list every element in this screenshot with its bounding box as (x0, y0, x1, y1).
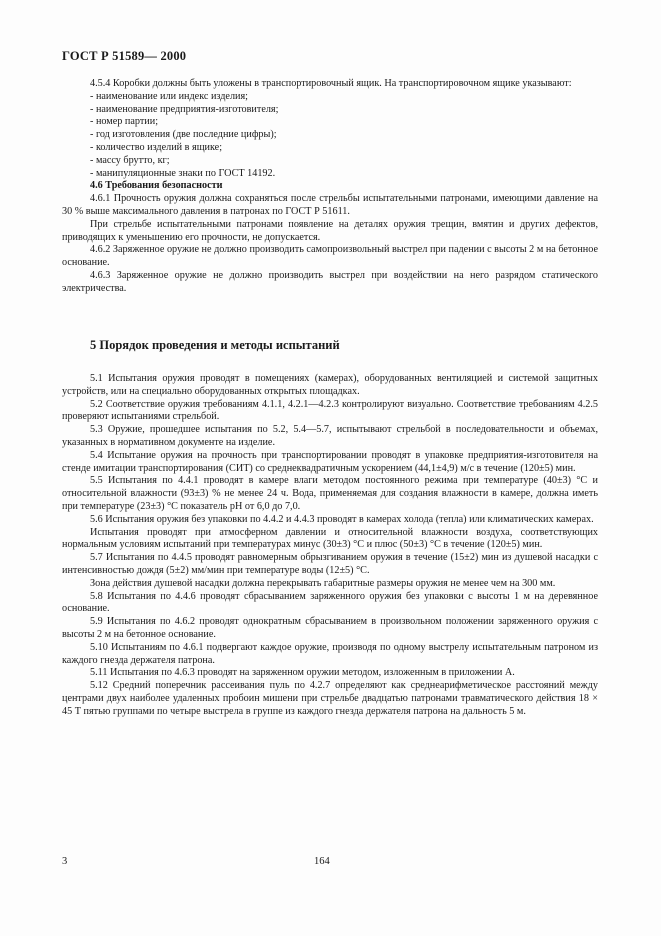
list-item: - количество изделий в ящике; (90, 141, 223, 153)
list-item: - номер партии; (90, 116, 159, 128)
paragraph: Испытания проводят при атмосферном давлении и относительной влажности воздуха, соответствующих нормальным условиям испытаний при температурах минус (30±3) °С и плюс (50±3) °С в течение (120±5) мин. (62, 526, 598, 551)
list-item: - наименование предприятия-изготовителя; (90, 103, 279, 115)
page-number-center: 164 (314, 856, 330, 867)
list-item: - манипуляционные знаки по ГОСТ 14192. (90, 167, 276, 179)
list-item: - массу брутто, кг; (90, 154, 170, 166)
paragraph-5-11: 5.11 Испытания по 4.6.3 проводят на заряженном оружии методом, изложенным в приложении А. (90, 667, 515, 679)
paragraph-5-8: 5.8 Испытания по 4.4.6 проводят сбрасыванием заряженного оружия без упаковки с высоты 1 м на деревянное основание. (62, 590, 598, 615)
paragraph-5-1: 5.1 Испытания оружия проводят в помещениях (камерах), оборудованных вентиляцией и системой защитных устройств, или на специально оборудованных открытых площадках. (62, 373, 598, 397)
paragraph-5-6: 5.6 Испытания оружия без упаковки по 4.4.2 и 4.4.3 проводят в камерах холода (тепла) или климатических камерах. (90, 513, 594, 525)
paragraph-4-6-1: 4.6.1 Прочность оружия должна сохраняться после стрельбы испытательными патронами, имеющими давление на 30 % выше максимального давления в патронах по ГОСТ Р 51611. (62, 193, 598, 217)
section-4-continuation (62, 78, 598, 296)
subheading-4-6: 4.6 Требования безопасности (90, 180, 223, 192)
paragraph-5-3: 5.3 Оружие, прошедшее испытания по 5.2, 5.4—5.7, испытывают стрельбой в последовательности и объемах, указанных в нормативном документе на изделие. (62, 424, 598, 448)
paragraph-4-6-3: 4.6.3 Заряженное оружие не должно производить выстрел при воздействии на него разрядом статического электричества. (62, 269, 598, 294)
paragraph-5-5: 5.5 Испытания по 4.4.1 проводят в камере влаги методом постоянного режима при температуре (40±3) °С и относительной влажности (93±3) % не менее 24 ч. Вода, применяемая для создания влажности в камере, должна иметь при температуре (23±3) °С показатель pH от 6,0 до 7,0. (62, 475, 598, 512)
paragraph-4-6-2: 4.6.2 Заряженное оружие не должно производить самопроизвольный выстрел при падении с высоты 2 м на бетонное основание. (62, 244, 598, 269)
document-header: ГОСТ Р 51589— 2000 (62, 49, 187, 63)
paragraph-5-7: 5.7 Испытания по 4.4.5 проводят равномерным обрызгиванием оружия в течение (15±2) мин из душевой насадки с интенсивностью дождя (5±2) мм/мин при температуре воды (12±5) °С. (62, 552, 598, 576)
section-5-heading: 5 Порядок проведения и методы испытаний (90, 338, 340, 352)
paragraph-5-12: 5.12 Средний поперечник рассеивания пуль по 4.2.7 определяют как среднеарифметическое расстояний между центрами двух наиболее удаленных пробоин мишени при стрельбе двадцатью патронами травматического действия 18 × 45 Т пятью группами по четыре выстрела в группе из каждого гнезда держателя патрона на дальность 5 м. (62, 680, 598, 717)
list-item: - наименование или индекс изделия; (90, 90, 249, 102)
paragraph-5-4: 5.4 Испытание оружия на прочность при транспортировании проводят в упаковке предприятия-изготовителя на стенде имитации транспортирования (СИТ) со среднеквадратичным ускорением (44,1±4,9) м/с в течение (120±5) мин. (62, 449, 598, 474)
section-5-body (62, 373, 598, 719)
paragraph-4-5-4: 4.5.4 Коробки должны быть уложены в транспортировочный ящик. На транспортировочном ящике указывают: (90, 78, 572, 89)
paragraph-5-9: 5.9 Испытания по 4.6.2 проводят однократным сбрасыванием в произвольном положении заряженного оружия с высоты 2 м на бетонное основание. (62, 616, 598, 640)
paragraph: При стрельбе испытательными патронами появление на деталях оружия трещин, вмятин и других дефектов, приводящих к уменьшению его прочности, не допускается. (62, 218, 598, 243)
page-number-left: 3 (62, 856, 68, 867)
paragraph-5-10: 5.10 Испытаниям по 4.6.1 подвергают каждое оружие, производя по одному выстрелу испытательным патроном из каждого гнезда держателя патрона. (62, 641, 598, 666)
paragraph: Зона действия душевой насадки должна перекрывать габаритные размеры оружия не менее чем на 300 мм. (90, 577, 556, 589)
list-item: - год изготовления (две последние цифры); (90, 129, 277, 141)
paragraph-5-2: 5.2 Соответствие оружия требованиям 4.1.1, 4.2.1—4.2.3 контролируют визуально. Соответствие требованиям 4.2.5 проверяют испытаниями стрельбой. (62, 398, 598, 423)
